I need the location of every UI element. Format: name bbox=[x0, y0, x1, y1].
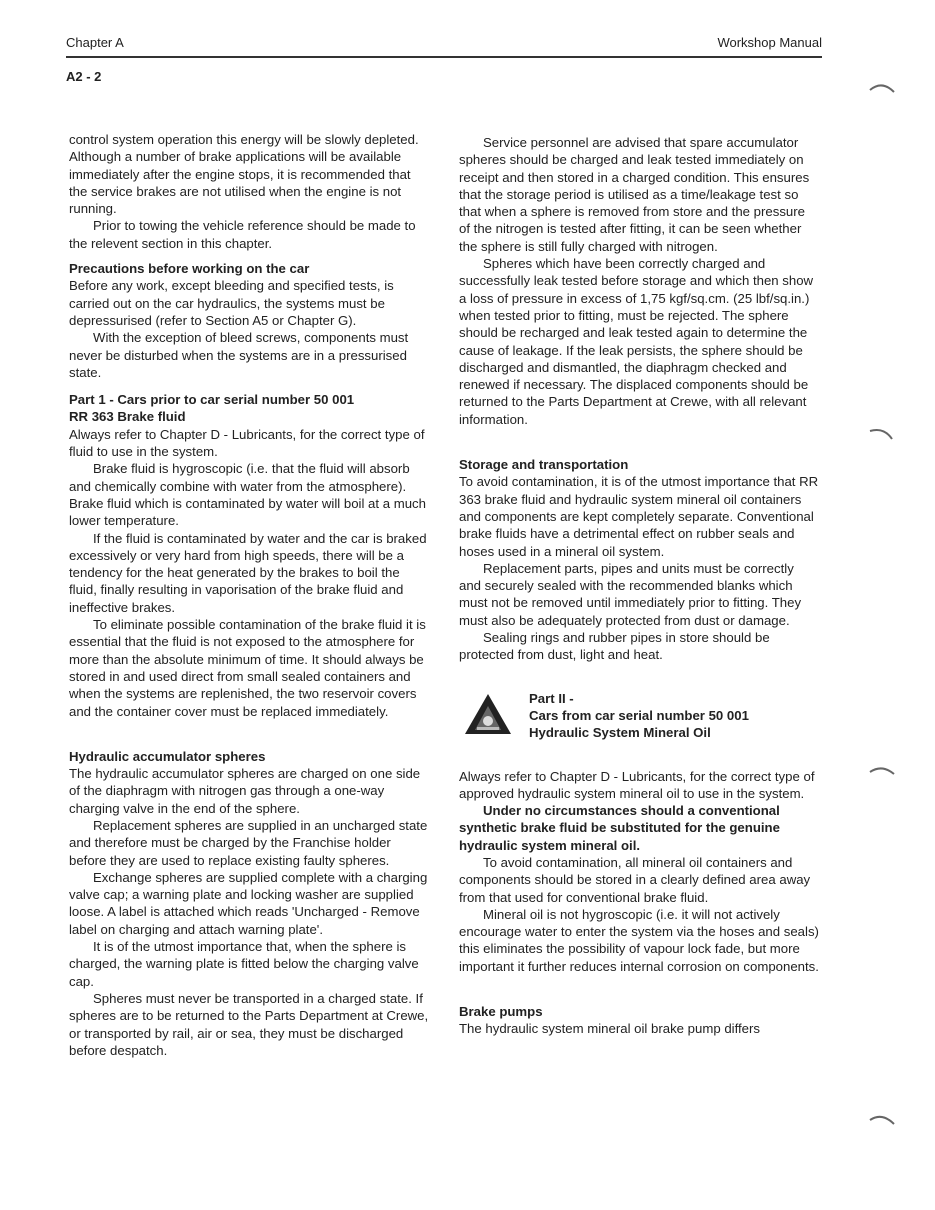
section-subheading-brake-fluid: RR 363 Brake fluid bbox=[69, 409, 186, 425]
paragraph: control system operation this energy will be slowly depleted. Although a number of brake applications will be available immediately after the engine stops, it is recommended that the service brakes are not utilised when the engine is not running. bbox=[69, 132, 419, 217]
section-heading-storage: Storage and transportation bbox=[459, 457, 629, 473]
paragraph: Sealing rings and rubber pipes in store should be protected from dust, light and heat. bbox=[459, 630, 770, 663]
binder-hole-mark bbox=[868, 762, 898, 782]
right-column bbox=[459, 134, 819, 1038]
binder-hole-mark bbox=[868, 78, 898, 98]
paragraph: Always refer to Chapter D - Lubricants, for the correct type of approved hydraulic system mineral oil to use in the system. bbox=[459, 768, 815, 801]
paragraph: If the fluid is contaminated by water and the car is braked excessively or very hard from high speeds, there will be a tendency for the heat generated by the brakes to boil the fluid, finally resulting in vaporisation of the brake fluid and ineffective brakes. bbox=[69, 530, 427, 615]
section-heading-part1: Part 1 - Cars prior to car serial number 50 001 bbox=[69, 392, 355, 408]
paragraph: To avoid contamination, all mineral oil containers and components should be stored in a clearly defined area away from that used for conventional brake fluid. bbox=[459, 854, 811, 905]
paragraph: To eliminate possible contamination of the brake fluid it is essential that the fluid is not exposed to the atmosphere for more than the absolute minimum of time. It should always be stored in and used direct from small sealed containers and when the systems are replenished, the two reservoir covers and the container cover must be replaced immediately. bbox=[69, 617, 426, 719]
part2-heading-block bbox=[459, 690, 819, 742]
part2-title: Part II - bbox=[529, 690, 574, 706]
part2-topic: Hydraulic System Mineral Oil bbox=[529, 725, 711, 741]
left-column bbox=[69, 131, 429, 1059]
paragraph: The hydraulic system mineral oil brake pump differs bbox=[459, 1021, 760, 1037]
paragraph: Service personnel are advised that spare accumulator spheres should be charged and leak tested immediately on receipt and then stored in a charged condition. This ensures that the storage period is utilised as a time/leakage test so that when a sphere is removed from store and the pressure of the nitrogen is tested after fitting, it can be seen whether the sphere is still fully charged with nitrogen. bbox=[459, 135, 810, 254]
paragraph: Always refer to Chapter D - Lubricants, for the correct type of fluid to use in the system. bbox=[69, 426, 425, 460]
paragraph: The hydraulic accumulator spheres are charged on one side of the diaphragm with nitrogen gas through a one-way charging valve in the end of the sphere. bbox=[69, 766, 421, 816]
page-number: A2 - 2 bbox=[66, 69, 102, 84]
paragraph: Before any work, except bleeding and specified tests, is carried out on the car hydraulics, the systems must be depressurised (refer to Section A5 or Chapter G). bbox=[69, 278, 394, 328]
binder-hole-mark bbox=[868, 425, 898, 445]
paragraph: It is of the utmost importance that, when the sphere is charged, the warning plate is fitted below the charging valve cap. bbox=[69, 939, 419, 989]
section-heading-accumulator: Hydraulic accumulator spheres bbox=[69, 748, 266, 764]
paragraph: Replacement spheres are supplied in an uncharged state and therefore must be charged by the Franchise holder before they are used to replace existing faulty spheres. bbox=[69, 817, 428, 868]
chapter-label: Chapter A bbox=[66, 35, 124, 50]
paragraph: Spheres must never be transported in a charged state. If spheres are to be returned to the Parts Department at Crewe, or transported by rail, air or sea, they must be discharged before despatch. bbox=[69, 990, 429, 1058]
header-rule bbox=[66, 56, 822, 58]
paragraph: To avoid contamination, it is of the utmost importance that RR 363 brake fluid and hydraulic system mineral oil containers and components are kept completely separate. Conventional brake fluids have a detrimental effect on rubber seals and hoses used in a mineral oil system. bbox=[459, 474, 819, 559]
manual-label: Workshop Manual bbox=[717, 35, 822, 50]
section-heading-brake-pumps: Brake pumps bbox=[459, 1004, 543, 1020]
paragraph: Mineral oil is not hygroscopic (i.e. it will not actively encourage water to enter the system via the hoses and seals) this eliminates the possibility of vapour lock fade, but more important it further reduces internal corrosion on components. bbox=[459, 906, 819, 974]
part2-subtitle: Cars from car serial number 50 001 bbox=[529, 707, 749, 723]
paragraph: Exchange spheres are supplied complete with a charging valve cap; a warning plate and locking washer are supplied loose. A label is attached which reads 'Uncharged - Remove label on charging and attach warning plate'. bbox=[69, 869, 428, 937]
part2-heading-text bbox=[529, 690, 749, 742]
paragraph: With the exception of bleed screws, components must never be disturbed when the systems are in a pressurised state. bbox=[69, 330, 409, 380]
paragraph: Replacement parts, pipes and units must be correctly and securely sealed with the recommended blanks which must not be removed until immediately prior to fitting. They must also be adequately protected from dust or damage. bbox=[459, 560, 802, 628]
binder-hole-mark bbox=[868, 1110, 898, 1130]
section-heading-precautions: Precautions before working on the car bbox=[69, 261, 310, 277]
paragraph: Spheres which have been correctly charged and successfully leak tested before storage and which then show a loss of pressure in excess of 1,75 kgf/sq.cm. (25 lbf/sq.in.) when tested prior to fitting, must be rejected. The sphere should be recharged and leak tested again to determine the cause of leakage. If the leak persists, the sphere should be discharged and dismantled, the diaphragm checked and renewed if necessary. The displaced components should be returned to the Parts Department at Crewe, with all relevant information. bbox=[459, 256, 814, 427]
paragraph: Brake fluid is hygroscopic (i.e. that the fluid will absorb and chemically combine with water from the atmosphere). Brake fluid which is contaminated by water will boil at a much lower temperature. bbox=[69, 461, 426, 529]
paragraph: Prior to towing the vehicle reference should be made to the relevent section in this chapter. bbox=[69, 218, 416, 251]
warning-paragraph: Under no circumstances should a conventional synthetic brake fluid be substituted for the genuine hydraulic system mineral oil. bbox=[459, 803, 780, 853]
mineral-oil-warning-icon bbox=[463, 692, 513, 736]
